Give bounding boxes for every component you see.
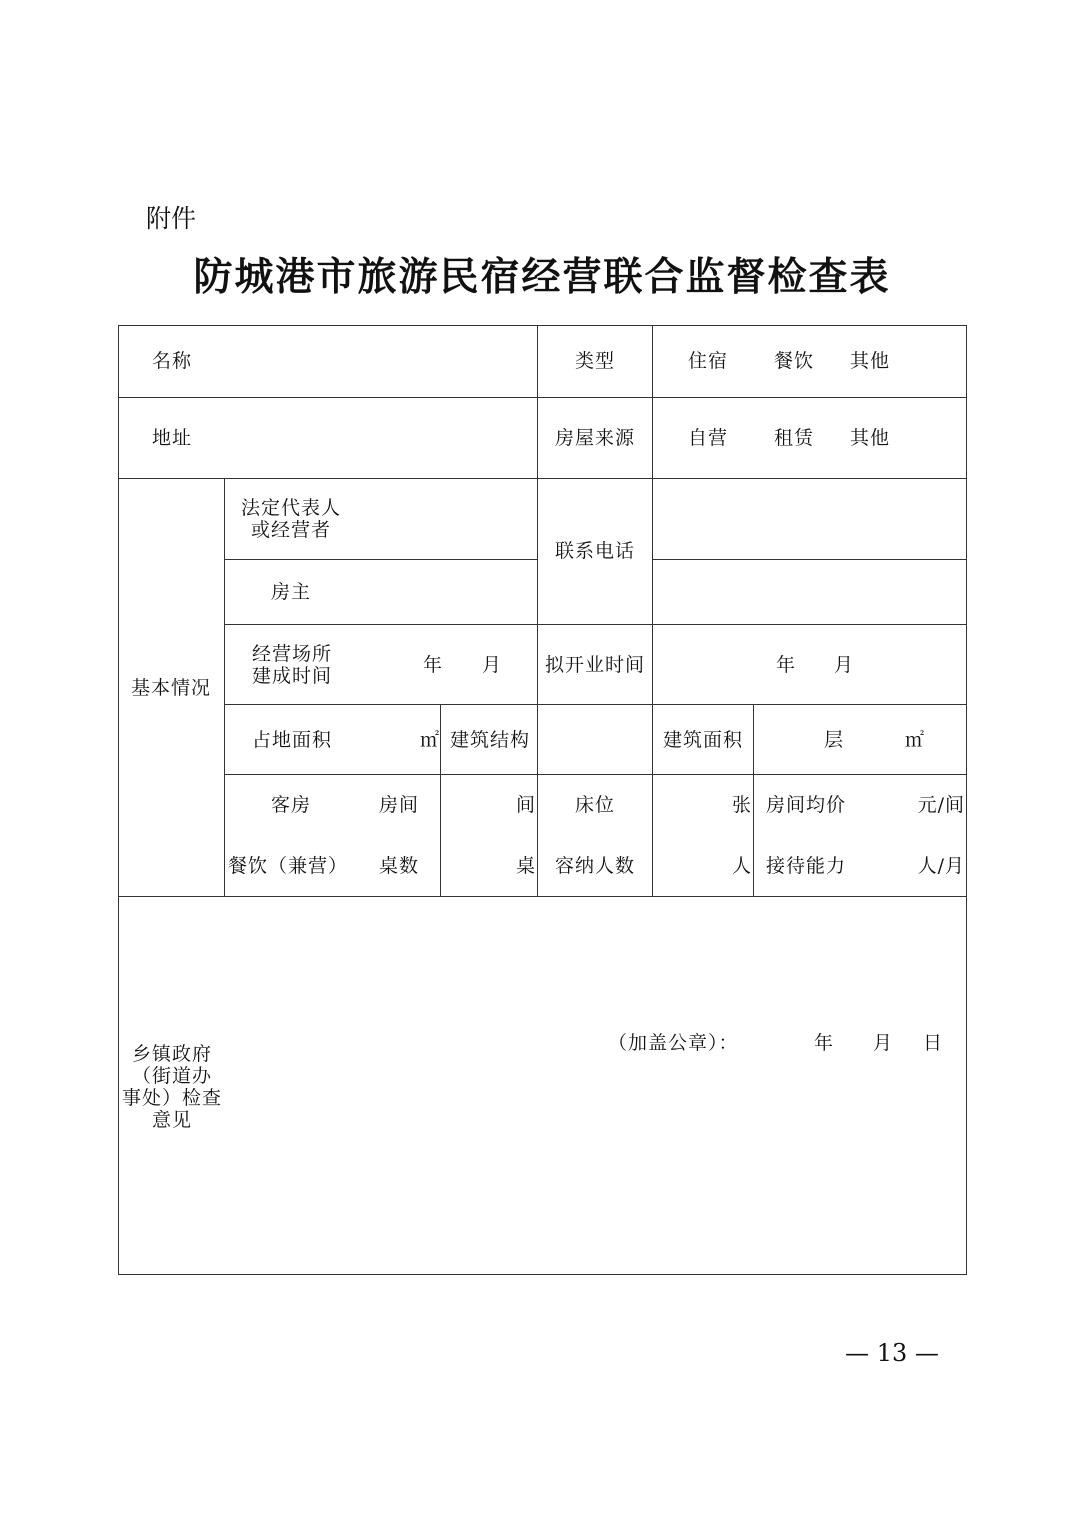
row-divider <box>224 624 967 625</box>
name-label: 名称 <box>152 350 193 372</box>
land-area-unit: ㎡ <box>419 729 440 751</box>
room-unit: 间 <box>515 794 536 816</box>
build-time-label-line2: 建成时间 <box>252 665 333 687</box>
structure-label: 建筑结构 <box>450 729 531 751</box>
building-area-label: 建筑面积 <box>662 729 744 751</box>
type-option-catering[interactable]: 餐饮 <box>774 350 815 372</box>
township-opinion-line3: 事处）检查 <box>121 1087 223 1109</box>
page-title: 防城港市旅游民宿经营联合监督检查表 <box>193 254 891 300</box>
page-number: — 13 — <box>845 1339 939 1367</box>
beds-label: 床位 <box>574 794 616 816</box>
column-divider <box>440 704 441 896</box>
guest-room-label: 客房 <box>270 794 312 816</box>
floor-unit: 层 <box>824 729 845 751</box>
seal-label: （加盖公章）： <box>608 1032 739 1054</box>
legal-rep-label-line2: 或经营者 <box>250 519 332 541</box>
house-source-other[interactable]: 其他 <box>850 427 891 449</box>
row-divider <box>118 478 967 479</box>
reception-unit: 人/月 <box>917 855 965 877</box>
township-opinion-line4: 意见 <box>151 1109 193 1131</box>
table-unit: 桌 <box>515 855 536 877</box>
reception-label: 接待能力 <box>766 855 847 877</box>
row-divider <box>224 559 538 560</box>
planned-open-label: 拟开业时间 <box>544 654 646 676</box>
table-border-left <box>118 325 119 1275</box>
table-border-top <box>118 325 967 326</box>
table-border-right <box>966 325 967 1275</box>
column-divider <box>224 478 225 896</box>
type-option-other[interactable]: 其他 <box>850 350 891 372</box>
building-area-unit: ㎡ <box>905 729 926 751</box>
opinion-year-unit: 年 <box>814 1032 835 1054</box>
opinion-month-unit: 月 <box>873 1032 894 1054</box>
house-source-rent[interactable]: 租赁 <box>774 427 815 449</box>
attachment-label: 附件 <box>146 204 197 233</box>
rooms-label: 房间 <box>379 794 420 816</box>
build-month-unit: 月 <box>482 654 503 676</box>
row-divider <box>652 559 967 560</box>
open-year-unit: 年 <box>776 654 797 676</box>
landlord-label: 房主 <box>270 581 312 603</box>
house-source-self[interactable]: 自营 <box>688 427 729 449</box>
type-option-lodging[interactable]: 住宿 <box>688 350 729 372</box>
tables-label: 桌数 <box>379 855 420 877</box>
land-area-label: 占地面积 <box>252 729 333 751</box>
build-time-label-line1: 经营场所 <box>252 643 333 665</box>
row-divider <box>118 397 967 398</box>
avg-price-label: 房间均价 <box>766 794 847 816</box>
opinion-day-unit: 日 <box>923 1032 944 1054</box>
person-unit: 人 <box>731 855 752 877</box>
township-opinion-line2: （街道办 <box>131 1065 213 1087</box>
bed-unit: 张 <box>731 794 752 816</box>
catering-label: 餐饮（兼营） <box>228 855 349 877</box>
basic-info-label: 基本情况 <box>130 677 212 699</box>
house-source-label: 房屋来源 <box>554 427 636 449</box>
column-divider <box>753 704 754 896</box>
row-divider <box>224 704 967 705</box>
build-year-unit: 年 <box>423 654 444 676</box>
open-month-unit: 月 <box>834 654 855 676</box>
type-label: 类型 <box>574 350 616 372</box>
column-divider <box>652 325 653 896</box>
column-divider <box>537 325 538 896</box>
row-divider <box>118 896 967 897</box>
table-border-bottom <box>118 1274 967 1275</box>
contact-phone-label: 联系电话 <box>554 540 636 562</box>
address-label: 地址 <box>152 427 193 449</box>
row-divider <box>224 774 967 775</box>
legal-rep-label-line1: 法定代表人 <box>240 497 342 519</box>
township-opinion-line1: 乡镇政府 <box>131 1043 213 1065</box>
capacity-label: 容纳人数 <box>554 855 636 877</box>
price-unit: 元/间 <box>917 794 965 816</box>
